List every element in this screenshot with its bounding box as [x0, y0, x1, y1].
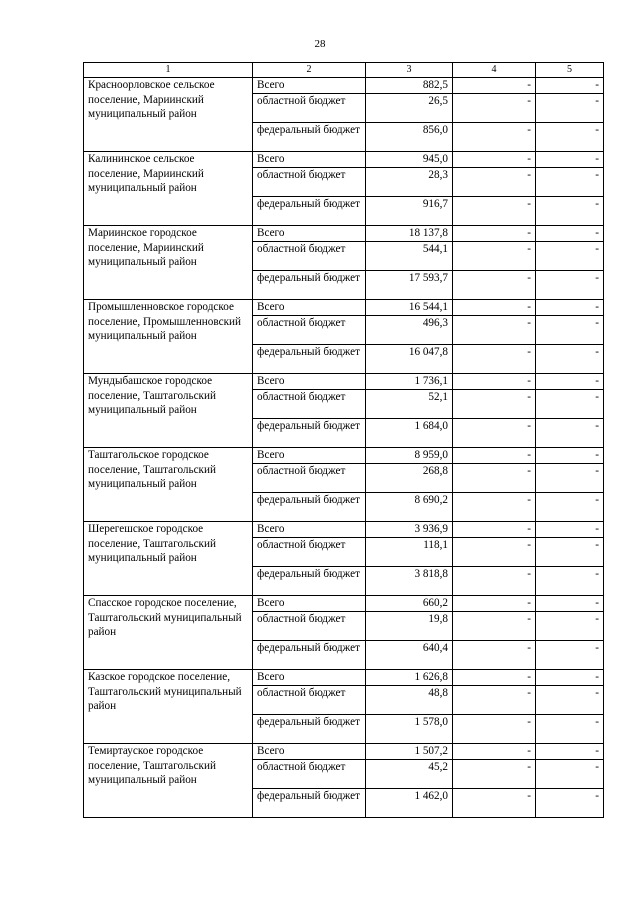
column-4-cell: -	[453, 567, 536, 596]
column-5-cell: -	[536, 78, 604, 94]
column-5-cell: -	[536, 152, 604, 168]
budget-type-cell: Всего	[253, 152, 366, 168]
column-5-cell: -	[536, 390, 604, 419]
table-row	[84, 300, 604, 316]
column-5-cell: -	[536, 374, 604, 390]
budget-type-cell: федеральный бюджет	[253, 493, 366, 522]
column-4-cell: -	[453, 197, 536, 226]
column-4-cell: -	[453, 271, 536, 300]
column-4-cell: -	[453, 464, 536, 493]
column-5-cell: -	[536, 522, 604, 538]
budget-type-cell: областной бюджет	[253, 686, 366, 715]
column-header: 5	[536, 63, 604, 78]
settlement-name-cell: Промышленновское городское поселение, Промышленновский муниципальный район	[84, 300, 253, 374]
budget-type-cell: областной бюджет	[253, 316, 366, 345]
column-4-cell: -	[453, 686, 536, 715]
column-4-cell: -	[453, 316, 536, 345]
budget-table	[83, 62, 604, 818]
budget-type-cell: Всего	[253, 374, 366, 390]
amount-cell: 1 736,1	[366, 374, 453, 390]
column-5-cell: -	[536, 789, 604, 818]
budget-type-cell: Всего	[253, 78, 366, 94]
column-5-cell: -	[536, 316, 604, 345]
budget-type-cell: Всего	[253, 596, 366, 612]
column-5-cell: -	[536, 744, 604, 760]
table-header-row	[84, 63, 604, 78]
amount-cell: 660,2	[366, 596, 453, 612]
settlement-name-cell: Спасское городское поселение, Таштагольский муниципальный район	[84, 596, 253, 670]
column-4-cell: -	[453, 789, 536, 818]
column-5-cell: -	[536, 464, 604, 493]
amount-cell: 16 544,1	[366, 300, 453, 316]
budget-type-cell: областной бюджет	[253, 168, 366, 197]
column-5-cell: -	[536, 197, 604, 226]
amount-cell: 945,0	[366, 152, 453, 168]
settlement-name-cell: Краснoорловское сельское поселение, Мариинский муниципальный район	[84, 78, 253, 152]
column-4-cell: -	[453, 596, 536, 612]
amount-cell: 1 626,8	[366, 670, 453, 686]
amount-cell: 8 690,2	[366, 493, 453, 522]
column-4-cell: -	[453, 300, 536, 316]
settlement-name-cell: Калининское сельское поселение, Мариинский муниципальный район	[84, 152, 253, 226]
amount-cell: 268,8	[366, 464, 453, 493]
amount-cell: 3 936,9	[366, 522, 453, 538]
column-4-cell: -	[453, 242, 536, 271]
amount-cell: 1 462,0	[366, 789, 453, 818]
column-4-cell: -	[453, 744, 536, 760]
settlement-name-cell: Казское городское поселение, Таштагольский муниципальный район	[84, 670, 253, 744]
budget-type-cell: областной бюджет	[253, 242, 366, 271]
budget-type-cell: федеральный бюджет	[253, 419, 366, 448]
table-row	[84, 374, 604, 390]
budget-type-cell: Всего	[253, 744, 366, 760]
amount-cell: 45,2	[366, 760, 453, 789]
column-4-cell: -	[453, 345, 536, 374]
column-5-cell: -	[536, 419, 604, 448]
column-4-cell: -	[453, 715, 536, 744]
column-5-cell: -	[536, 715, 604, 744]
amount-cell: 52,1	[366, 390, 453, 419]
budget-type-cell: федеральный бюджет	[253, 197, 366, 226]
table-row	[84, 596, 604, 612]
table-row	[84, 448, 604, 464]
column-4-cell: -	[453, 168, 536, 197]
settlement-name-cell: Темиртауское городское поселение, Таштагольский муниципальный район	[84, 744, 253, 818]
column-4-cell: -	[453, 493, 536, 522]
column-5-cell: -	[536, 760, 604, 789]
budget-type-cell: Всего	[253, 670, 366, 686]
column-5-cell: -	[536, 300, 604, 316]
amount-cell: 16 047,8	[366, 345, 453, 374]
column-4-cell: -	[453, 522, 536, 538]
budget-type-cell: федеральный бюджет	[253, 123, 366, 152]
column-4-cell: -	[453, 448, 536, 464]
column-4-cell: -	[453, 152, 536, 168]
table-body	[84, 78, 604, 818]
column-5-cell: -	[536, 242, 604, 271]
table-row	[84, 78, 604, 94]
amount-cell: 3 818,8	[366, 567, 453, 596]
table-row	[84, 522, 604, 538]
settlement-name-cell: Шерегешское городское поселение, Таштагольский муниципальный район	[84, 522, 253, 596]
column-5-cell: -	[536, 538, 604, 567]
amount-cell: 26,5	[366, 94, 453, 123]
column-5-cell: -	[536, 567, 604, 596]
column-5-cell: -	[536, 686, 604, 715]
page-number: 28	[314, 38, 326, 50]
column-5-cell: -	[536, 641, 604, 670]
amount-cell: 19,8	[366, 612, 453, 641]
column-4-cell: -	[453, 78, 536, 94]
budget-type-cell: областной бюджет	[253, 390, 366, 419]
column-4-cell: -	[453, 670, 536, 686]
budget-type-cell: областной бюджет	[253, 538, 366, 567]
settlement-name-cell: Таштагольское городское поселение, Таштагольский муниципальный район	[84, 448, 253, 522]
budget-type-cell: федеральный бюджет	[253, 345, 366, 374]
amount-cell: 18 137,8	[366, 226, 453, 242]
budget-type-cell: областной бюджет	[253, 94, 366, 123]
amount-cell: 544,1	[366, 242, 453, 271]
settlement-name-cell: Мундыбашское городское поселение, Таштагольский муниципальный район	[84, 374, 253, 448]
column-4-cell: -	[453, 641, 536, 670]
budget-type-cell: областной бюджет	[253, 464, 366, 493]
amount-cell: 1 507,2	[366, 744, 453, 760]
budget-type-cell: федеральный бюджет	[253, 715, 366, 744]
budget-type-cell: Всего	[253, 226, 366, 242]
column-5-cell: -	[536, 168, 604, 197]
amount-cell: 8 959,0	[366, 448, 453, 464]
amount-cell: 1 684,0	[366, 419, 453, 448]
column-5-cell: -	[536, 612, 604, 641]
budget-type-cell: Всего	[253, 300, 366, 316]
column-5-cell: -	[536, 345, 604, 374]
amount-cell: 496,3	[366, 316, 453, 345]
column-5-cell: -	[536, 493, 604, 522]
budget-type-cell: Всего	[253, 522, 366, 538]
column-4-cell: -	[453, 538, 536, 567]
settlement-name-cell: Мариинское городское поселение, Мариинский муниципальный район	[84, 226, 253, 300]
column-header: 4	[453, 63, 536, 78]
column-4-cell: -	[453, 419, 536, 448]
budget-type-cell: областной бюджет	[253, 612, 366, 641]
column-4-cell: -	[453, 226, 536, 242]
column-header: 2	[253, 63, 366, 78]
column-5-cell: -	[536, 226, 604, 242]
column-header: 3	[366, 63, 453, 78]
amount-cell: 48,8	[366, 686, 453, 715]
budget-type-cell: федеральный бюджет	[253, 567, 366, 596]
amount-cell: 882,5	[366, 78, 453, 94]
amount-cell: 28,3	[366, 168, 453, 197]
column-5-cell: -	[536, 123, 604, 152]
column-5-cell: -	[536, 94, 604, 123]
column-4-cell: -	[453, 390, 536, 419]
column-4-cell: -	[453, 612, 536, 641]
table-row	[84, 152, 604, 168]
column-5-cell: -	[536, 271, 604, 300]
budget-type-cell: Всего	[253, 448, 366, 464]
amount-cell: 640,4	[366, 641, 453, 670]
column-4-cell: -	[453, 760, 536, 789]
column-4-cell: -	[453, 94, 536, 123]
amount-cell: 1 578,0	[366, 715, 453, 744]
column-5-cell: -	[536, 596, 604, 612]
column-4-cell: -	[453, 374, 536, 390]
budget-type-cell: федеральный бюджет	[253, 271, 366, 300]
amount-cell: 916,7	[366, 197, 453, 226]
amount-cell: 118,1	[366, 538, 453, 567]
budget-type-cell: федеральный бюджет	[253, 789, 366, 818]
table-row	[84, 744, 604, 760]
table-row	[84, 670, 604, 686]
column-header: 1	[84, 63, 253, 78]
column-5-cell: -	[536, 670, 604, 686]
amount-cell: 856,0	[366, 123, 453, 152]
table-row	[84, 226, 604, 242]
budget-type-cell: федеральный бюджет	[253, 641, 366, 670]
column-4-cell: -	[453, 123, 536, 152]
column-5-cell: -	[536, 448, 604, 464]
budget-type-cell: областной бюджет	[253, 760, 366, 789]
amount-cell: 17 593,7	[366, 271, 453, 300]
